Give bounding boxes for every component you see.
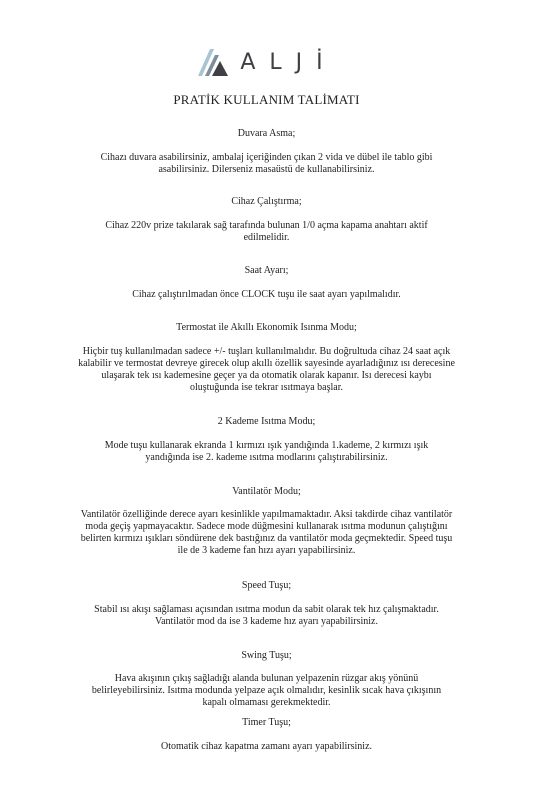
section-body-device-start: Cihaz 220v prize takılarak sağ tarafında bulunan 1/0 açma kapama anahtarı aktif edilmelidir.	[105, 220, 428, 243]
section-heading-fan-mode: Vantilatör Modu;	[232, 486, 301, 497]
logo-wordmark: ALJİ	[240, 49, 337, 75]
section-heading-swing-button: Swing Tuşu;	[241, 650, 292, 661]
section-heading-two-level-heating: 2 Kademe Isıtma Modu;	[217, 416, 316, 427]
section-heading-clock-setting: Saat Ayarı;	[244, 265, 289, 276]
section-body-fan-mode: Vantilatör özelliğinde derece ayarı kesinlikle yapılmamaktadır. Aksi takdirde cihaz vantilatör moda geçiş yapmayacaktır. Sadece mode düğmesini kullanarak ısıtma modunun çalıştığını belirten kırmızı ışıkları söndürene dek bastığınız da vantilatör moda geçmektedir. Speed tuşu ile de 3 kademe fan hızı ayarı yapabilirsiniz.	[80, 509, 453, 556]
section-heading-speed-button: Speed Tuşu;	[241, 580, 292, 591]
brand-logo	[0, 44, 533, 80]
section-body-two-level-heating: Mode tuşu kullanarak ekranda 1 kırmızı ışık yandığında 1.kademe, 2 kırmızı ışık yandığında ise 2. kademe ısıtma modlarını çalıştırabilirsiniz.	[104, 440, 429, 463]
section-heading-device-start: Cihaz Çalıştırma;	[231, 196, 302, 207]
section-body-clock-setting: Cihaz çalıştırılmadan önce CLOCK tuşu ile saat ayarı yapılmalıdır.	[132, 289, 401, 300]
section-heading-wall-mount: Duvara Asma;	[237, 128, 296, 139]
section-body-wall-mount: Cihazı duvara asabilirsiniz, ambalaj içeriğinden çıkan 2 vida ve dübel ile tablo gibi asabilirsiniz. Dilerseniz masaüstü de kullanabilirsiniz.	[100, 152, 433, 175]
section-body-swing-button: Hava akışının çıkış sağladığı alanda bulunan yelpazenin rüzgar akış yönünü belirleyebilirsiniz. Isıtma modunda yelpaze açık olmalıdır, kesinlik sıcak hava çıkışının kapalı olmaması gerekmektedir.	[91, 673, 442, 708]
section-heading-thermostat-mode: Termostat ile Akıllı Ekonomik Isınma Modu;	[176, 322, 357, 333]
section-body-speed-button: Stabil ısı akışı sağlaması açısından ısıtma modun da sabit olarak tek hız çalışmaktadır. Vantilatör mod da ise 3 kademe hız ayarı yapabilirsiniz.	[94, 604, 439, 627]
page-title: PRATİK KULLANIM TALİMATI	[173, 92, 360, 107]
alji-logo-icon	[196, 47, 230, 77]
section-heading-timer-button: Timer Tuşu;	[242, 717, 291, 728]
section-body-thermostat-mode: Hiçbir tuş kullanılmadan sadece +/- tuşları kullanılmalıdır. Bu doğrultuda cihaz 24 saat açık kalabilir ve termostat devreye girecek olup akıllı özellik sayesinde ayarladığınız ısı derecesine ulaşarak tek ısı kademesine geçer ya da otomatik olarak kapanır. Isı derecesi kaybı oluştuğunda ise tekrar ısıtmaya başlar.	[78, 346, 455, 393]
section-body-timer-button: Otomatik cihaz kapatma zamanı ayarı yapabilirsiniz.	[160, 741, 373, 752]
